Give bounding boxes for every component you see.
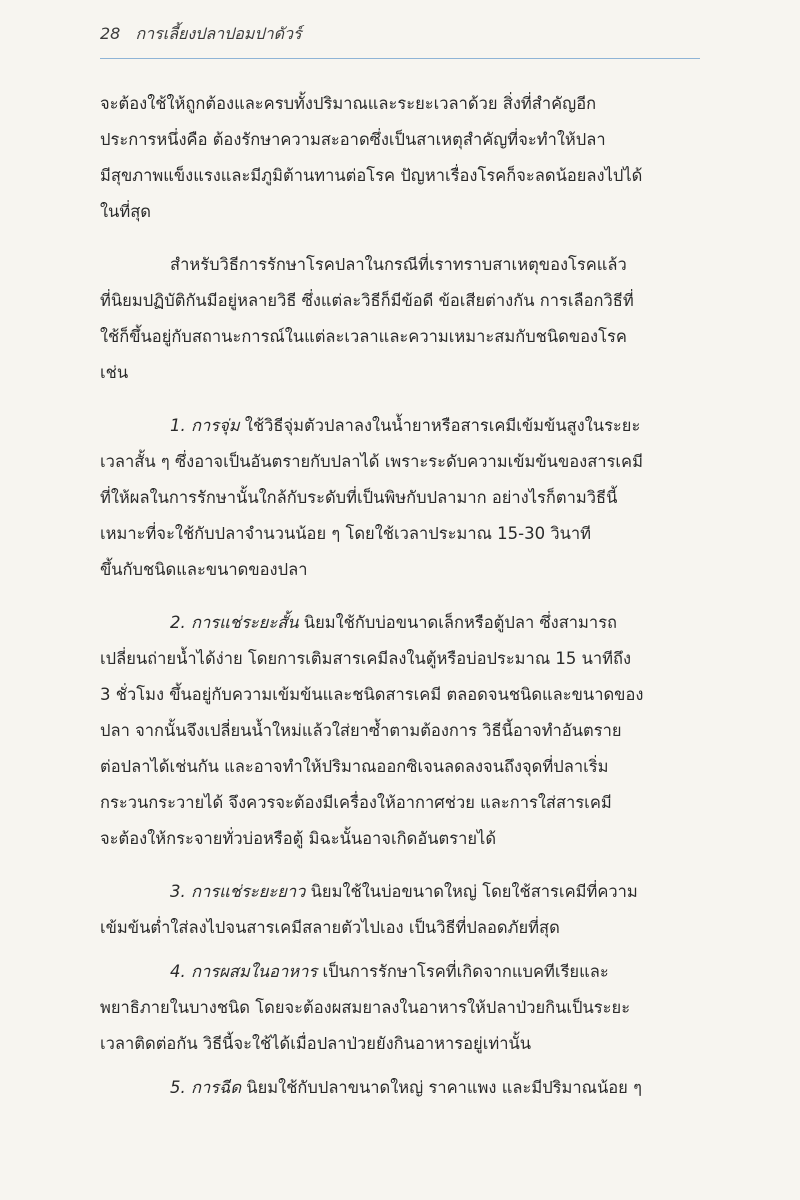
text-line: เวลาติดต่อกัน วิธีนี้จะใช้ได้เมื่อปลาป่วยยังกินอาหารอยู่เท่านั้น <box>100 1034 532 1053</box>
text-line: ประการหนึ่งคือ ต้องรักษาความสะอาดซึ่งเป็นสาเหตุสำคัญที่จะทำให้ปลา <box>100 130 606 149</box>
text-line: พยาธิภายในบางชนิด โดยจะต้องผสมยาลงในอาหารให้ปลาป่วยกินเป็นระยะ <box>100 998 631 1017</box>
item-first-line <box>100 874 705 910</box>
method-item-2 <box>100 605 705 857</box>
paragraph-methods <box>100 247 705 391</box>
item-text: ใช้วิธีจุ่มตัวปลาลงในน้ำยาหรือสารเคมีเข้มข้นสูงในระยะ <box>239 416 641 435</box>
method-item-3 <box>100 874 705 946</box>
text-line: เปลี่ยนถ่ายน้ำได้ง่าย โดยการเติมสารเคมีลงในตู้หรือบ่อประมาณ 15 นาทีถึง <box>100 649 632 668</box>
text-line: มีสุขภาพแข็งแรงและมีภูมิต้านทานต่อโรค ปัญหาเรื่องโรคก็จะลดน้อยลงไปได้ <box>100 166 643 185</box>
item-text: เป็นการรักษาโรคที่เกิดจากแบคทีเรียและ <box>317 962 609 981</box>
header-rule <box>100 58 700 59</box>
item-text: นิยมใช้กับบ่อขนาดเล็กหรือตู้ปลา ซึ่งสามารถ <box>298 613 618 632</box>
body-text <box>100 86 705 1106</box>
method-item-1 <box>100 408 705 588</box>
item-first-line <box>100 408 705 444</box>
item-first-line <box>100 1070 705 1106</box>
text-line: จะต้องใช้ให้ถูกต้องและครบทั้งปริมาณและระยะเวลาด้วย สิ่งที่สำคัญอีก <box>100 94 597 113</box>
text-line: จะต้องให้กระจายทั่วบ่อหรือตู้ มิฉะนั้นอาจเกิดอันตรายได้ <box>100 829 497 848</box>
item-label: 5. การฉีด <box>170 1078 242 1097</box>
item-first-line <box>100 954 705 990</box>
text-line: ขึ้นกับชนิดและขนาดของปลา <box>100 560 308 579</box>
text-line: 3 ชั่วโมง ขึ้นอยู่กับความเข้มข้นและชนิดสารเคมี ตลอดจนชนิดและขนาดของ <box>100 685 644 704</box>
text-line: ในที่สุด <box>100 202 151 221</box>
book-title: การเลี้ยงปลาปอมปาดัวร์ <box>135 24 302 43</box>
text-line: ต่อปลาได้เช่นกัน และอาจทำให้ปริมาณออกซิเจนลดลงจนถึงจุดที่ปลาเริ่ม <box>100 757 609 776</box>
page-number: 28 <box>100 24 121 43</box>
running-head <box>100 22 302 47</box>
method-item-4 <box>100 954 705 1062</box>
item-text: นิยมใช้ในบ่อขนาดใหญ่ โดยใช้สารเคมีที่ความ <box>305 882 638 901</box>
text-line: ปลา จากนั้นจึงเปลี่ยนน้ำใหม่แล้วใส่ยาซ้ำตามต้องการ วิธีนี้อาจทำอันตราย <box>100 721 622 740</box>
item-label: 4. การผสมในอาหาร <box>170 962 318 981</box>
item-label: 3. การแช่ระยะยาว <box>170 882 306 901</box>
text-line: เวลาสั้น ๆ ซึ่งอาจเป็นอันตรายกับปลาได้ เพราะระดับความเข้มข้นของสารเคมี <box>100 452 643 471</box>
text-line: เหมาะที่จะใช้กับปลาจำนวนน้อย ๆ โดยใช้เวลาประมาณ 15-30 วินาที <box>100 524 592 543</box>
text-line: เช่น <box>100 363 129 382</box>
item-first-line <box>100 605 705 641</box>
paragraph-intro <box>100 86 705 230</box>
item-label: 2. การแช่ระยะสั้น <box>170 613 299 632</box>
item-text: นิยมใช้กับปลาขนาดใหญ่ ราคาแพง และมีปริมาณน้อย ๆ <box>241 1078 642 1097</box>
text-line: ที่นิยมปฏิบัติกันมีอยู่หลายวิธี ซึ่งแต่ละวิธีก็มีข้อดี ข้อเสียต่างกัน การเลือกวิธีที่ <box>100 291 634 310</box>
text-line: กระวนกระวายได้ จึงควรจะต้องมีเครื่องให้อากาศช่วย และการใส่สารเคมี <box>100 793 612 812</box>
text-line: ที่ให้ผลในการรักษานั้นใกล้กับระดับที่เป็นพิษกับปลามาก อย่างไรก็ตามวิธีนี้ <box>100 488 618 507</box>
text-line: สำหรับวิธีการรักษาโรคปลาในกรณีที่เราทราบสาเหตุของโรคแล้ว <box>170 255 627 274</box>
text-line: เข้มข้นต่ำใส่ลงไปจนสารเคมีสลายตัวไปเอง เป็นวิธีที่ปลอดภัยที่สุด <box>100 918 560 937</box>
item-label: 1. การจุ่ม <box>170 416 240 435</box>
text-line: ใช้ก็ขึ้นอยู่กับสถานะการณ์ในแต่ละเวลาและความเหมาะสมกับชนิดของโรค <box>100 327 627 346</box>
method-item-5 <box>100 1070 705 1106</box>
